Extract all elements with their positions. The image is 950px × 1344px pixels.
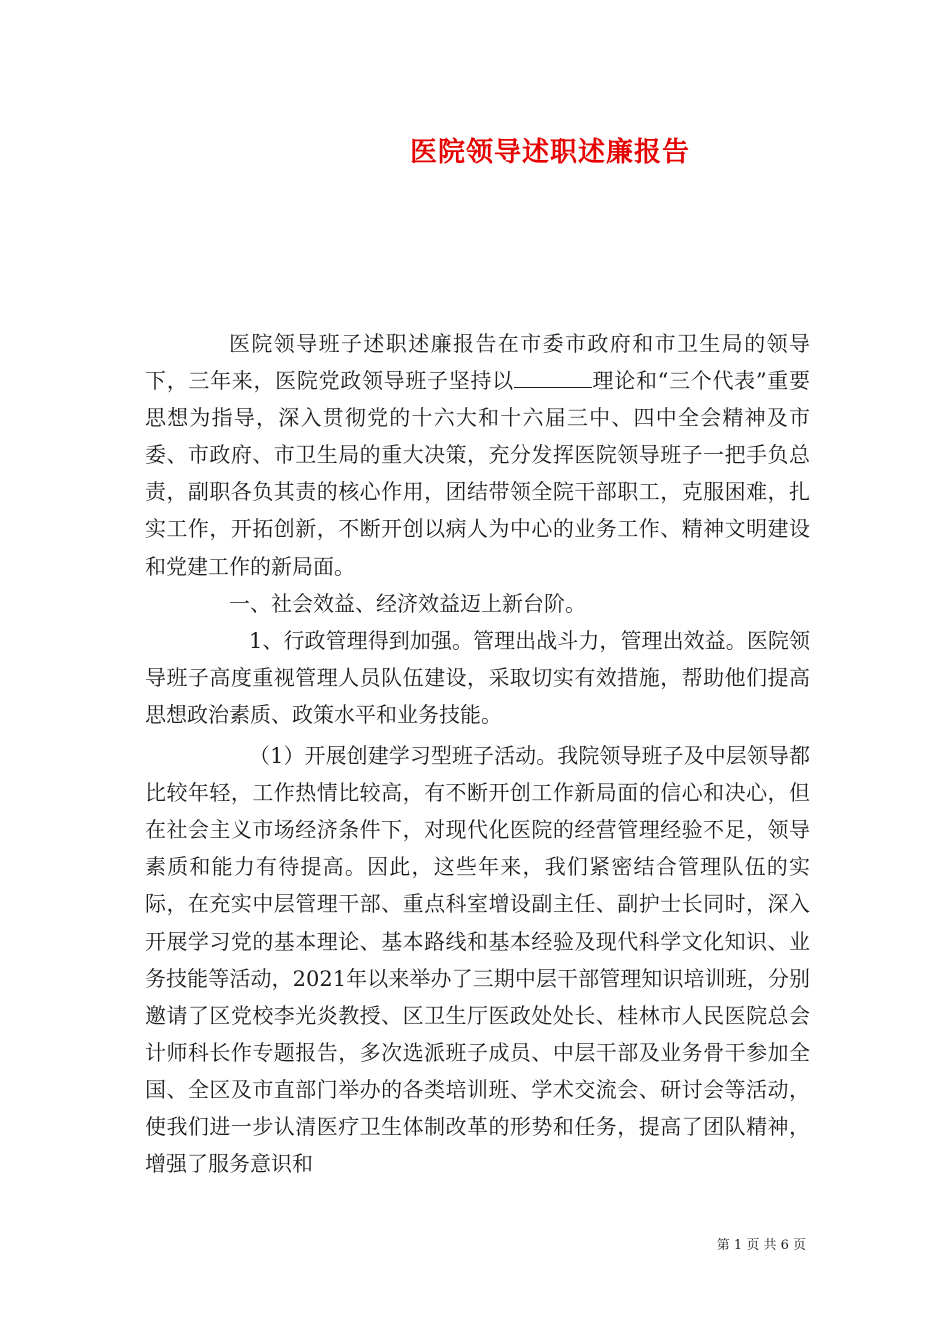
paragraph-intro-part1: 医院领导班子述职述廉报告在市委市政府和市卫生局的领导下，三年来，医院党政领导班子坚持以 (145, 332, 810, 394)
document-title: 医院领导述职述廉报告 (410, 137, 690, 168)
subsection-paragraph: 1、行政管理得到加强。管理出战斗力，管理出效益。医院领导班子高度重视管理人员队伍建设，采取切实有效措施，帮助他们提高思想政治素质、政策水平和业务技能。 (145, 628, 810, 727)
detail-paragraph: （1）开展创建学习型班子活动。我院领导班子及中层领导都比较年轻，工作热情比较高，有不断开创工作新局面的信心和决心，但在社会主义市场经济条件下，对现代化医院的经营管理经验不足，领导素质和能力有待提高。因此，这些年来，我们紧密结合管理队伍的实际，在充实中层管理干部、重点科室增设副主任、副护士长同时，深入开展学习党的基本理论、基本路线和基本经验及现代科学文化知识、业务技能等活动，2021年以来举办了三期中层干部管理知识培训班，分别邀请了区党校李光炎教授、区卫生厅医政处处长、桂林市人民医院总会计师科长作专题报告，多次选派班子成员、中层干部及业务骨干参加全国、全区及市直部门举办的各类培训班、学术交流会、研讨会等活动，使我们进一步认清医疗卫生体制改革的形势和任务，提高了团队精神，增强了服务意识和 (145, 744, 810, 1177)
paragraph-intro (145, 326, 810, 586)
fill-in-blank (514, 371, 592, 388)
section-heading: 一、社会效益、经济效益迈上新台阶。 (229, 591, 586, 616)
page-number: 第 1 页 共 6 页 (716, 1238, 806, 1253)
document-body (145, 326, 810, 1183)
paragraph-intro-part2: 理论和“三个代表”重要思想为指导，深入贯彻党的十六大和十六届三中、四中全会精神及市委、市政府、市卫生局的重大决策，充分发挥医院领导班子一把手负总责，副职各负其责的核心作用，团结带领全院干部职工，克服困难，扎实工作，开拓创新，不断开创以病人为中心的业务工作、精神文明建设和党建工作的新局面。 (145, 369, 810, 579)
